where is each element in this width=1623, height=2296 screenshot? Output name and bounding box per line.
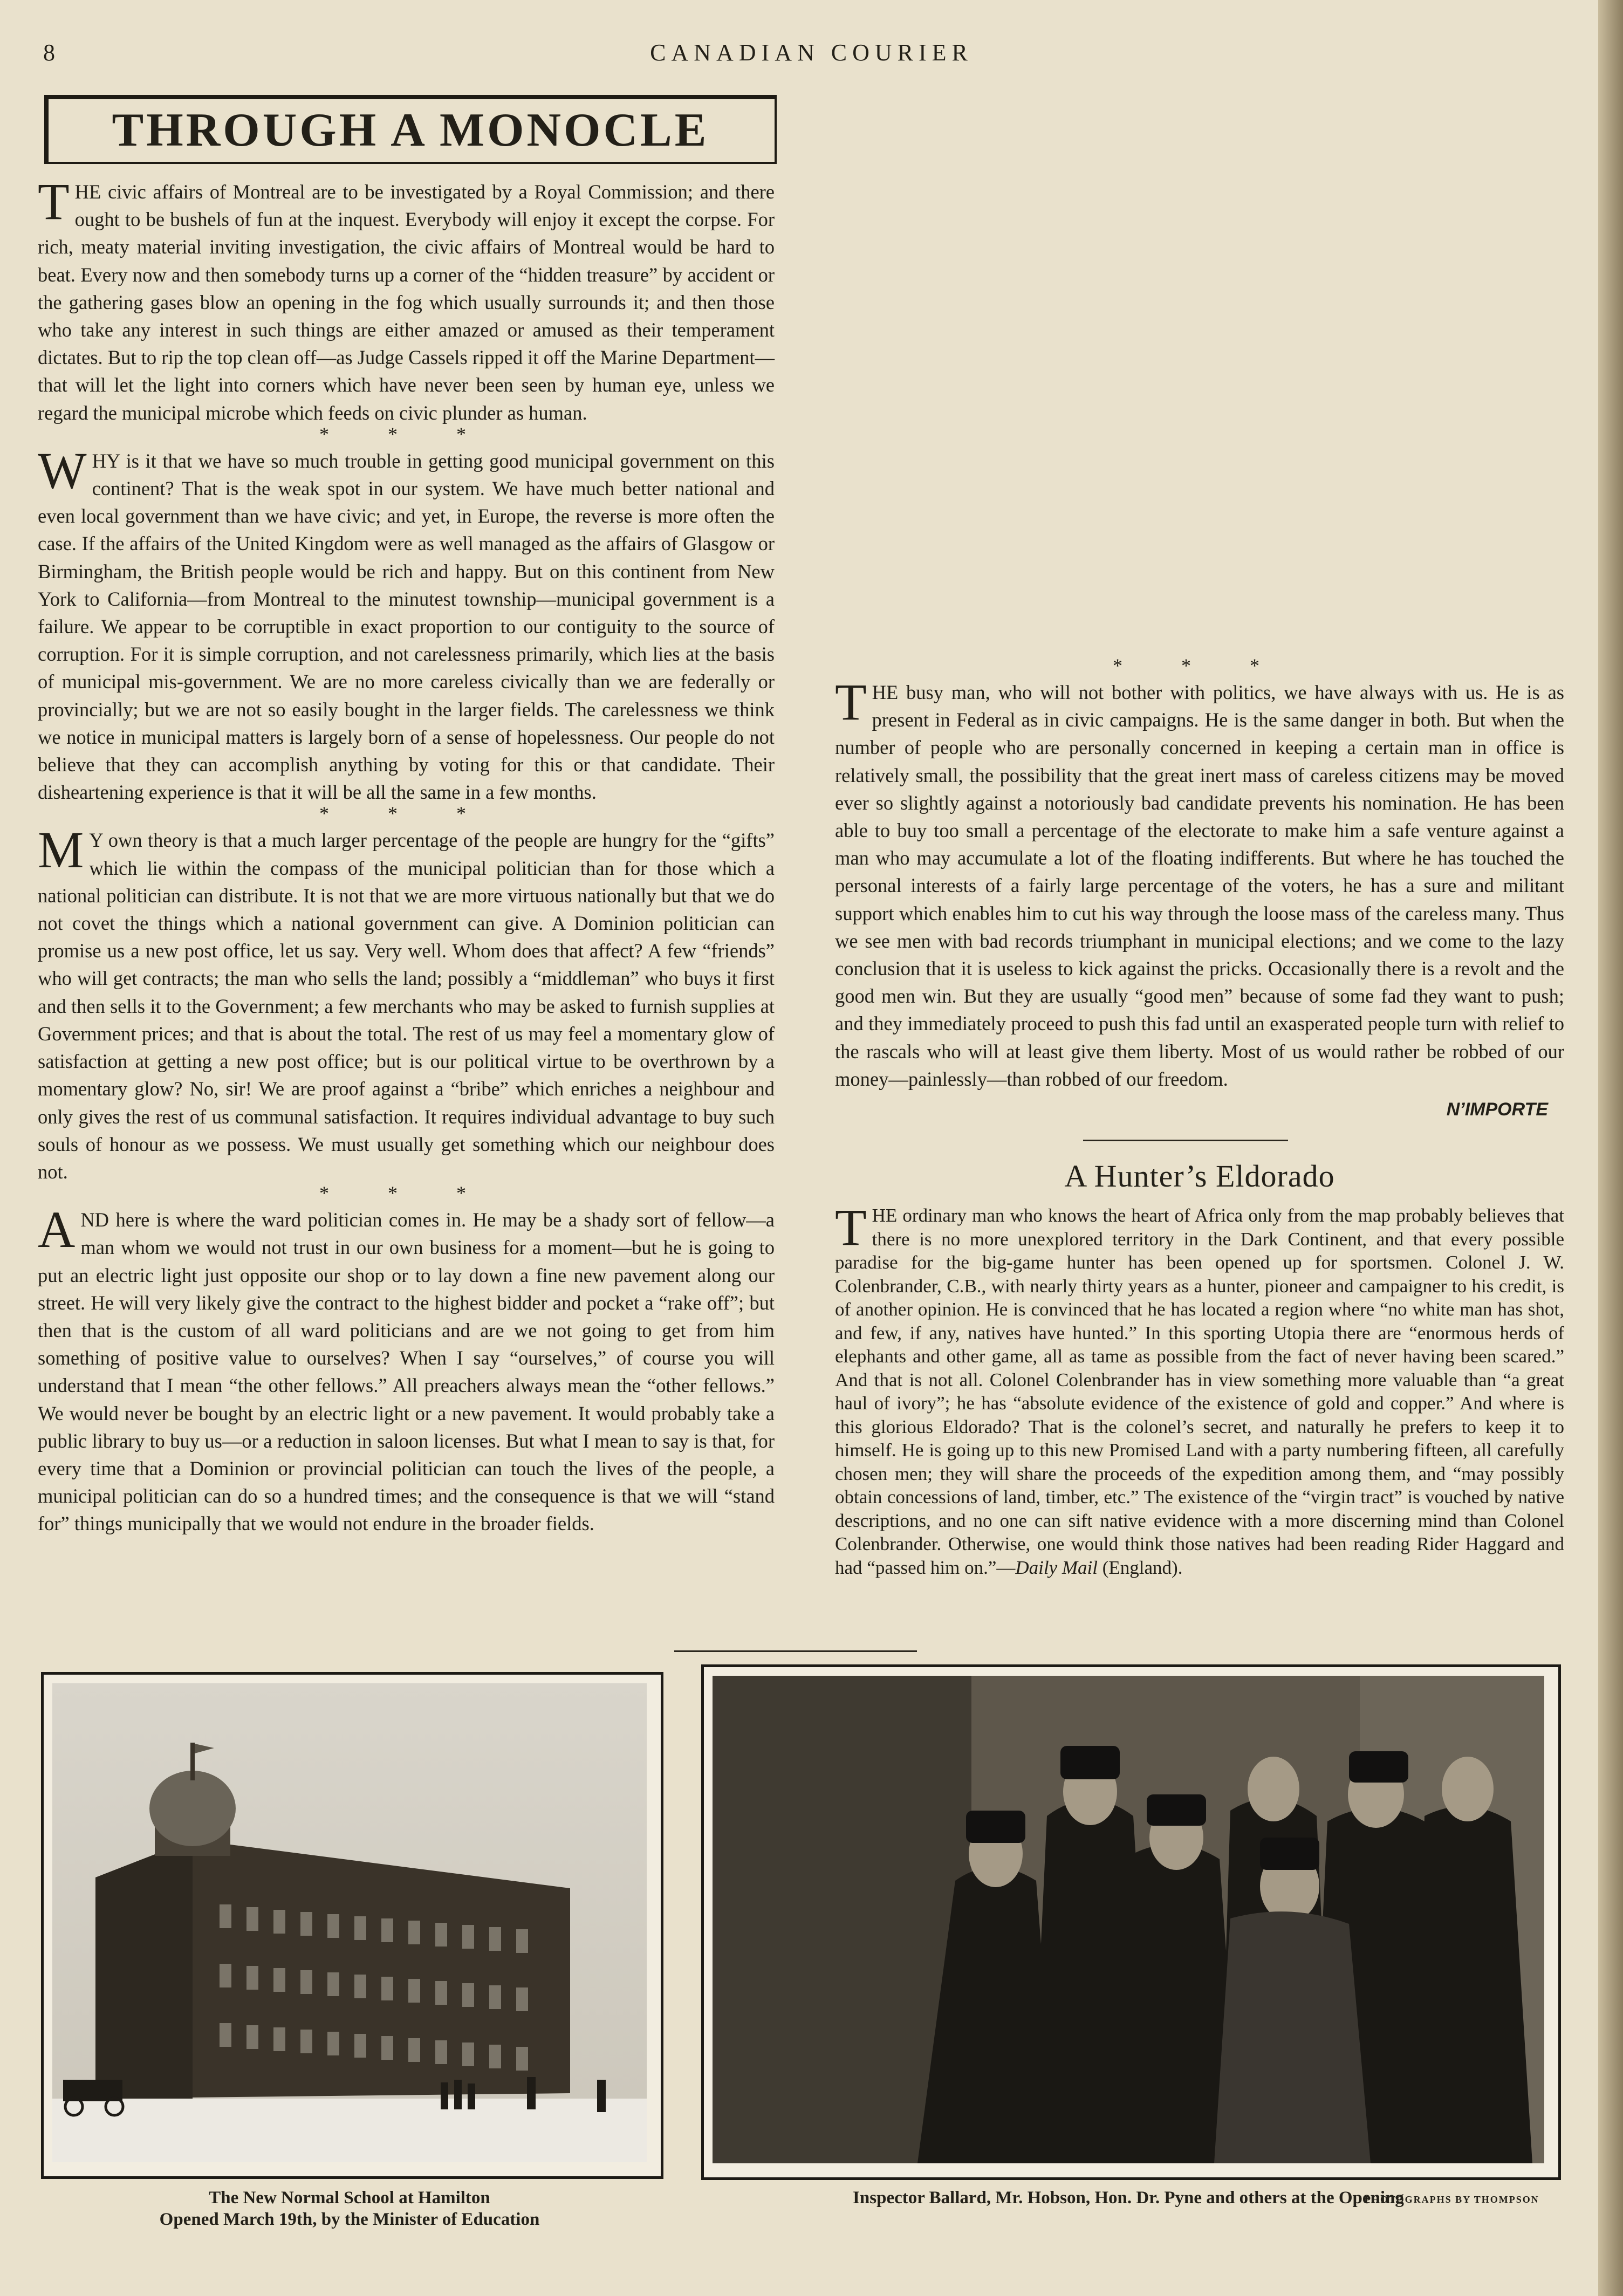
photo-credit: PHOTOGRAPHS BY THOMPSON xyxy=(1365,2194,1539,2205)
right-photo-caption: Inspector Ballard, Mr. Hobson, Hon. Dr. Pyne and others at the Opening xyxy=(853,2188,1404,2208)
dropcap: T xyxy=(835,673,867,731)
dropcap: W xyxy=(38,441,87,499)
paragraph-4: AND here is where the ward politician comes in. He may be a shady sort of fellow—a man whom we would not trust in our own business for a moment—but he is going to put an electric light just opposite our shop or to lay down a fine new pavement along our street. He will very likely give the contract to the highest bidder and pocket a “rake off”; but then that is the custom of all ward politicians and are we not going to get from him something of positive value to ourselves? When I say “ourselves,” of course you will understand that I mean “the other fellows.” All preachers always mean the “other fellows.” We would never be bought by an electric light or a new pavement. It would probably take a public library to buy us—or a reduction in saloon licenses. But what I mean to say is that, for every time that a Dominion or provincial politician can touch the lives of the people, a municipal politician can do so a hundred times; and the consequence is that we will “stand for” things municipally that we would not endure in the broader fields. xyxy=(38,1201,775,1535)
left-column xyxy=(38,91,775,1538)
page-edge-shadow xyxy=(1598,0,1623,2296)
left-photo-caption: The New Normal School at Hamilton Opened March 19th, by the Minister of Education xyxy=(159,2188,540,2229)
dropcap: A xyxy=(38,1201,76,1259)
photo-divider-rule xyxy=(674,1650,917,1652)
article-title: THROUGH A MONOCLE xyxy=(112,104,709,156)
eldorado-paragraph: THE ordinary man who knows the heart of Africa only from the map probably believes that there is no more unexplored territory in the Dark Continent, and that every possible paradise for the big-game hunter has been opened up for sportsmen. Colonel J. W. Colenbrander, C.B., with nearly thirty years as a hunter, pioneer and campaigner to his credit, is of another opinion. He is convinced that he has located a region where “no white man has shot, and few, if any, natives have hunted.” In this sporting Utopia there are “enormous herds of elephants and other game, all as tame as possible from the fact of never having been scared.” And that is not all. Colonel Colenbrander has in view something more valuable than “a great haul of ivory”; he has “absolute evidence of the existence of gold and copper.” And where is this glorious Eldorado? That is the colonel’s secret, and naturally he prefers to keep it to himself. He is going up to this new Promised Land with a party numbering fifteen, all carefully chosen men; they will share the proceeds of the expedition among them, and “may possibly obtain concessions of land, timber, etc.” The existence of the “virgin tract” is vouched by native descriptions, and no one can sift native evidence with a more discerning mind than Colonel Colenbrander. Otherwise, one would think those natives had been reading Rider Haggard and had “passed him on.”—Daily Mail (England). xyxy=(835,1198,1564,1578)
author-signature: N’IMPORTE xyxy=(1446,1099,1548,1120)
running-head: CANADIAN COURIER xyxy=(650,39,973,66)
eldorado-title: A Hunter’s Eldorado xyxy=(1064,1159,1335,1194)
section-separator: * * * xyxy=(319,423,493,445)
section-separator: * * * xyxy=(319,803,493,825)
paragraph-4-continuation-space xyxy=(835,91,1564,658)
paragraph-5: THE busy man, who will not bother with politics, we have always with us. He is as present in Federal as in civic campaigns. He is the same danger in both. But when the number of people who are personally concerned in keeping a certain man in office is relatively small, the possibility that the great inert mass of careless citizens may be moved ever so slightly against a notoriously bad candidate prevents his nomination. He has been able to buy too small a percentage of the electorate to make him a safe venture against a man who may accumulate a lot of the floating indifferents. But where he has touched the personal interests of a fairly large percentage of the voters, he has a sure and militant support which enables him to cut his way through the loose mass of the careless many. Thus we see men with bad records triumphant in municipal elections; and we come to the lazy conclusion that it is useless to kick against the pricks. Occasionally there is a revolt and the good men win. But they are usually “good men” because of some fad they want to push; and they immediately proceed to push this fad until an exasperated people turn with relief to the rascals who will at least give them liberty. Most of us would rather be robbed of our money—painlessly—than robbed of our freedom. xyxy=(835,673,1564,1090)
source-publication: Daily Mail xyxy=(1015,1557,1098,1578)
dropcap: M xyxy=(38,821,84,879)
paragraph-1: THE civic affairs of Montreal are to be investigated by a Royal Commission; and there ought to be bushels of fun at the inquest. Everybody will enjoy it except the corpse. For rich, meaty material inviting investigation, the civic affairs of Montreal would be hard to beat. Every now and then somebody turns up a corner of the “hidden treasure” by accident or the gathering gases blow an opening in the fog which usually surrounds it; and then those who take any interest in such things are either amazed or amused as their temperament dictates. But to rip the top clean off—as Judge Cassels ripped it off the Marine Department—that will let the light into corners which have never been seen by human eye, unless we regard the municipal microbe which feeds on civic plunder as human. xyxy=(38,173,775,424)
dropcap: T xyxy=(835,1198,867,1257)
article-title-box xyxy=(44,95,777,164)
group-portrait-image xyxy=(713,1676,1544,2163)
opening-group-photo xyxy=(701,1664,1561,2180)
normal-school-image xyxy=(52,1683,647,2162)
section-separator: * * * xyxy=(1113,655,1286,676)
dropcap: T xyxy=(38,173,70,230)
paragraph-2: WHY is it that we have so much trouble in getting good municipal government on this continent? That is the weak spot in our system. We have much better national and even local government than we have civic; and yet, in Europe, the reverse is more often the case. If the affairs of the United Kingdom were as well managed as the affairs of Glasgow or Birmingham, the British people would be rich and happy. But on this continent from New York to California—from Montreal to the minutest township—municipal government is a failure. We appear to be corruptible in exact proportion to our contiguity to the source of corruption. For it is simple corruption, and not carelessness primarily, which lies at the basis of municipal mis-government. We are no more careless civically than we are federally or provincially; but we are not so easily bought in the larger fields. The carelessness we think we notice in municipal matters is largely born of a sense of hopelessness. Our people do not believe that they can accomplish anything by voting for this or that candidate. Their disheartening experience is that it will be all the same in a few months. xyxy=(38,441,775,804)
paragraph-3: M Y own theory is that a much larger percentage of the people are hungry for the “gifts” which lie within the compass of the municipal politician than for those which a national politician can distribute. It is not that we are more virtuous nationally but that we do not covet the things which a national government can give. A Dominion politician can promise us a new post office, let us say. Very well. Whom does that affect? A few “friends” who will get contracts; the man who sells the land; possibly a “middleman” who buys it first and then sells it to the Government; a few merchants who may be asked to furnish supplies at Government prices; and that is about the total. The rest of us may feel a momentary glow of satisfaction at getting a new post office; but is our political virtue to be overthrown by a momentary glow? No, sir! We are proof against a “bribe” which enriches a neighbour and only gives the rest of us communal satisfaction. It requires individual advantage to buy such souls of honour as we possess. We must usually get something which our neighbour does not. xyxy=(38,821,775,1183)
page-number: 8 xyxy=(43,39,55,66)
normal-school-photo xyxy=(41,1672,663,2179)
section-separator: * * * xyxy=(319,1182,493,1204)
section-rule xyxy=(1083,1140,1288,1141)
right-column xyxy=(835,91,1564,1579)
